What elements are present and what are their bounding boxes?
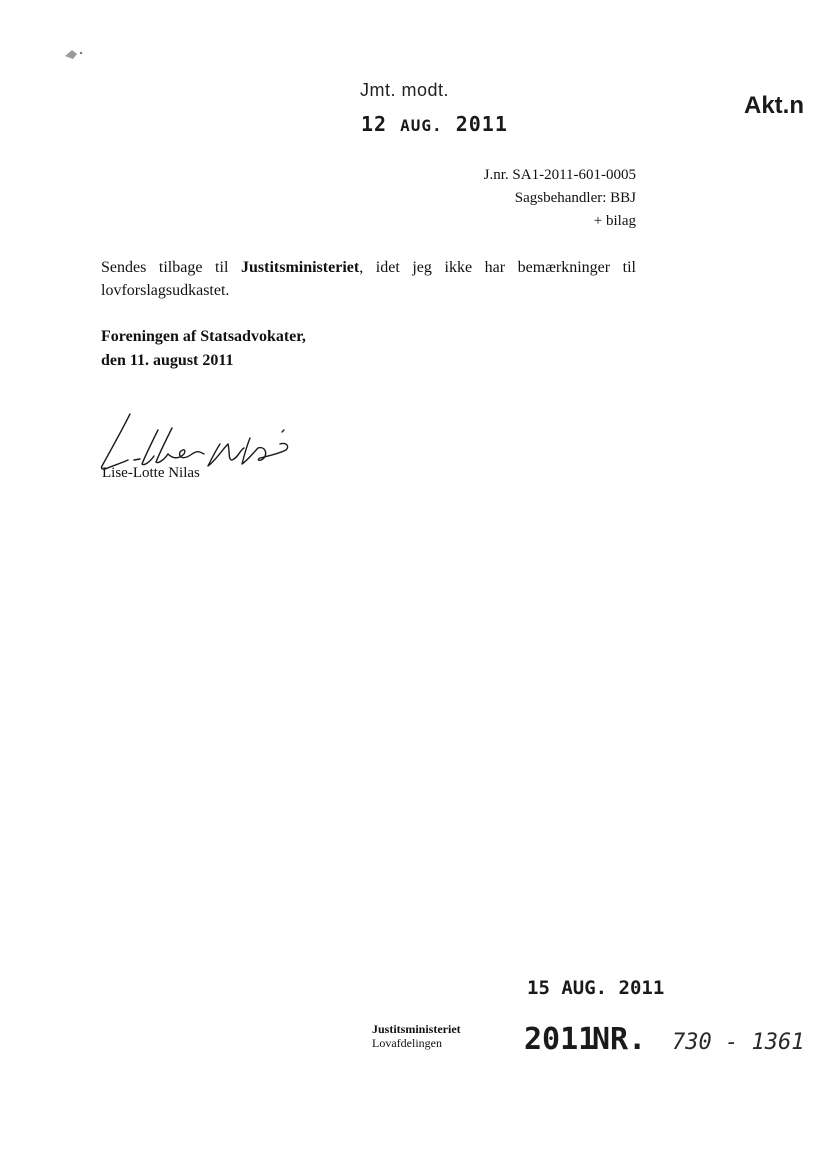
sender-block xyxy=(101,325,306,373)
reference-block xyxy=(484,164,636,233)
received-stamp-day: 12 xyxy=(361,112,388,136)
body-line-1 xyxy=(101,256,636,279)
ministry-stamp-name xyxy=(372,1022,461,1050)
received-stamp-year: 2011 xyxy=(455,112,508,136)
attachment-note: + bilag xyxy=(593,213,636,229)
sender-date: den 11. august 2011 xyxy=(101,352,234,369)
body-paragraph xyxy=(101,256,636,302)
ministry-stamp-date: 15 AUG. 2011 xyxy=(527,977,665,999)
sender-organization: Foreningen af Statsadvokater, xyxy=(101,328,306,345)
ministry-name: Justitsministeriet xyxy=(372,1022,461,1036)
corner-stamp: Akt.n xyxy=(744,92,804,119)
received-stamp-date xyxy=(361,112,508,136)
scan-speck xyxy=(62,44,86,69)
body-line-1-start: Sendes tilbage til xyxy=(101,259,241,276)
body-line-1-end: , idet jeg ikke har bemærkninger til xyxy=(359,259,637,276)
recipient-name: Justitsministeriet xyxy=(240,259,360,276)
received-stamp-label: Jmt. modt. xyxy=(360,80,450,100)
ministry-stamp-year: 2011 xyxy=(524,1022,597,1057)
handwritten-case-number: 730 - 1361 xyxy=(672,1030,805,1055)
case-handler: Sagsbehandler: BBJ xyxy=(514,190,636,206)
journal-number: J.nr. SA1-2011-601-0005 xyxy=(483,167,636,183)
received-stamp-month: AUG. xyxy=(400,116,443,135)
body-line-2: lovforslagsudkastet. xyxy=(101,282,230,299)
ministry-department: Lovafdelingen xyxy=(372,1036,442,1050)
ministry-stamp-nr-label: NR. xyxy=(592,1022,647,1057)
signatory-name: Lise-Lotte Nilas xyxy=(102,465,200,481)
